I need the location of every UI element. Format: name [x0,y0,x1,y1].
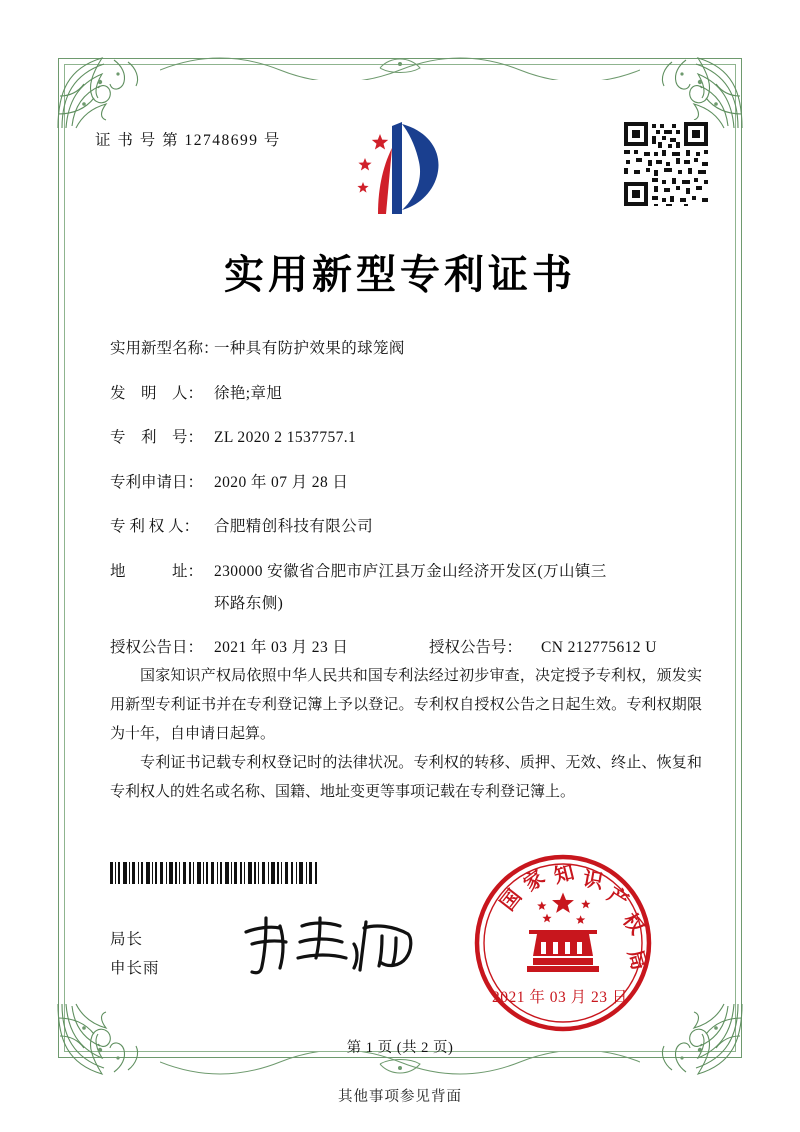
qr-code [622,120,710,208]
announcement-date-value: 2021 年 03 月 23 日 [214,639,349,656]
page-indicator: 第 1 页 (共 2 页) [346,1040,454,1056]
field-value: 一种具有防护效果的球笼阀 [214,340,405,357]
field-value-continuation: 环路东侧) [214,594,284,612]
barcode [110,862,320,884]
svg-text:识: 识 [581,866,605,894]
signature-block [110,925,160,983]
top-edge-ornament-icon [160,50,640,80]
field-row [110,472,710,494]
field-value-wrap [214,561,710,615]
field-label: 专利申请日： [110,473,204,491]
field-list [110,338,710,682]
field-row [110,383,710,405]
field-row [110,427,710,449]
seal-date: 2021 年 03 月 23 日 [492,989,628,1006]
director-name: 申长雨 [110,960,160,977]
field-value: ZL 2020 2 1537757.1 [214,429,357,446]
field-label: 实用新型名称： [110,340,219,357]
field-label: 专 利 号： [110,429,204,446]
field-row [110,516,710,538]
footer-note: 其他事项参见背面 [338,1089,462,1105]
announcement-date-label: 授权公告日： [110,639,204,656]
field-row-announcement [110,637,710,659]
svg-text:产: 产 [603,881,634,913]
svg-text:局: 局 [623,946,652,973]
field-value: 2020 年 07 月 28 日 [214,473,349,491]
handwritten-signature-icon [236,910,426,980]
field-label: 发 明 人： [110,384,204,402]
svg-text:家: 家 [518,864,550,897]
field-row [110,338,710,360]
field-value: 徐艳;章旭 [214,384,283,402]
paragraph-1: 国家知识产权局依照中华人民共和国专利法经过初步审查，决定授予专利权，颁发实用新型专利证书并在专利登记簿上予以登记。专利权自授权公告之日起生效。专利权期限为十年，自申请日起算。 [110,668,702,742]
paragraph-2: 专利证书记载专利权登记时的法律状况。专利权的转移、质押、无效、终止、恢复和专利权人的姓名或名称、国籍、地址变更等事项记载在专利登记簿上。 [110,755,702,800]
certificate-number: 证 书 号 第 12748699 号 [95,132,281,149]
field-label: 专 利 权 人： [110,518,200,535]
announcement-number-value: CN 212775612 U [541,639,657,656]
field-label: 地 址： [110,562,204,580]
page-title: 实用新型专利证书 [224,251,576,298]
announcement-number-label: 授权公告号： [429,639,523,656]
svg-text:国: 国 [495,884,527,916]
svg-text:权: 权 [618,908,650,939]
cnipa-logo-icon [345,118,455,222]
field-value: 合肥精创科技有限公司 [214,518,374,535]
director-title-label: 局长 [110,931,144,948]
field-value: 230000 安徽省合肥市庐江县万金山经济开发区(万山镇三 [214,562,607,580]
field-row-address [110,561,710,615]
svg-text:知: 知 [551,859,577,888]
legal-text [110,662,702,807]
